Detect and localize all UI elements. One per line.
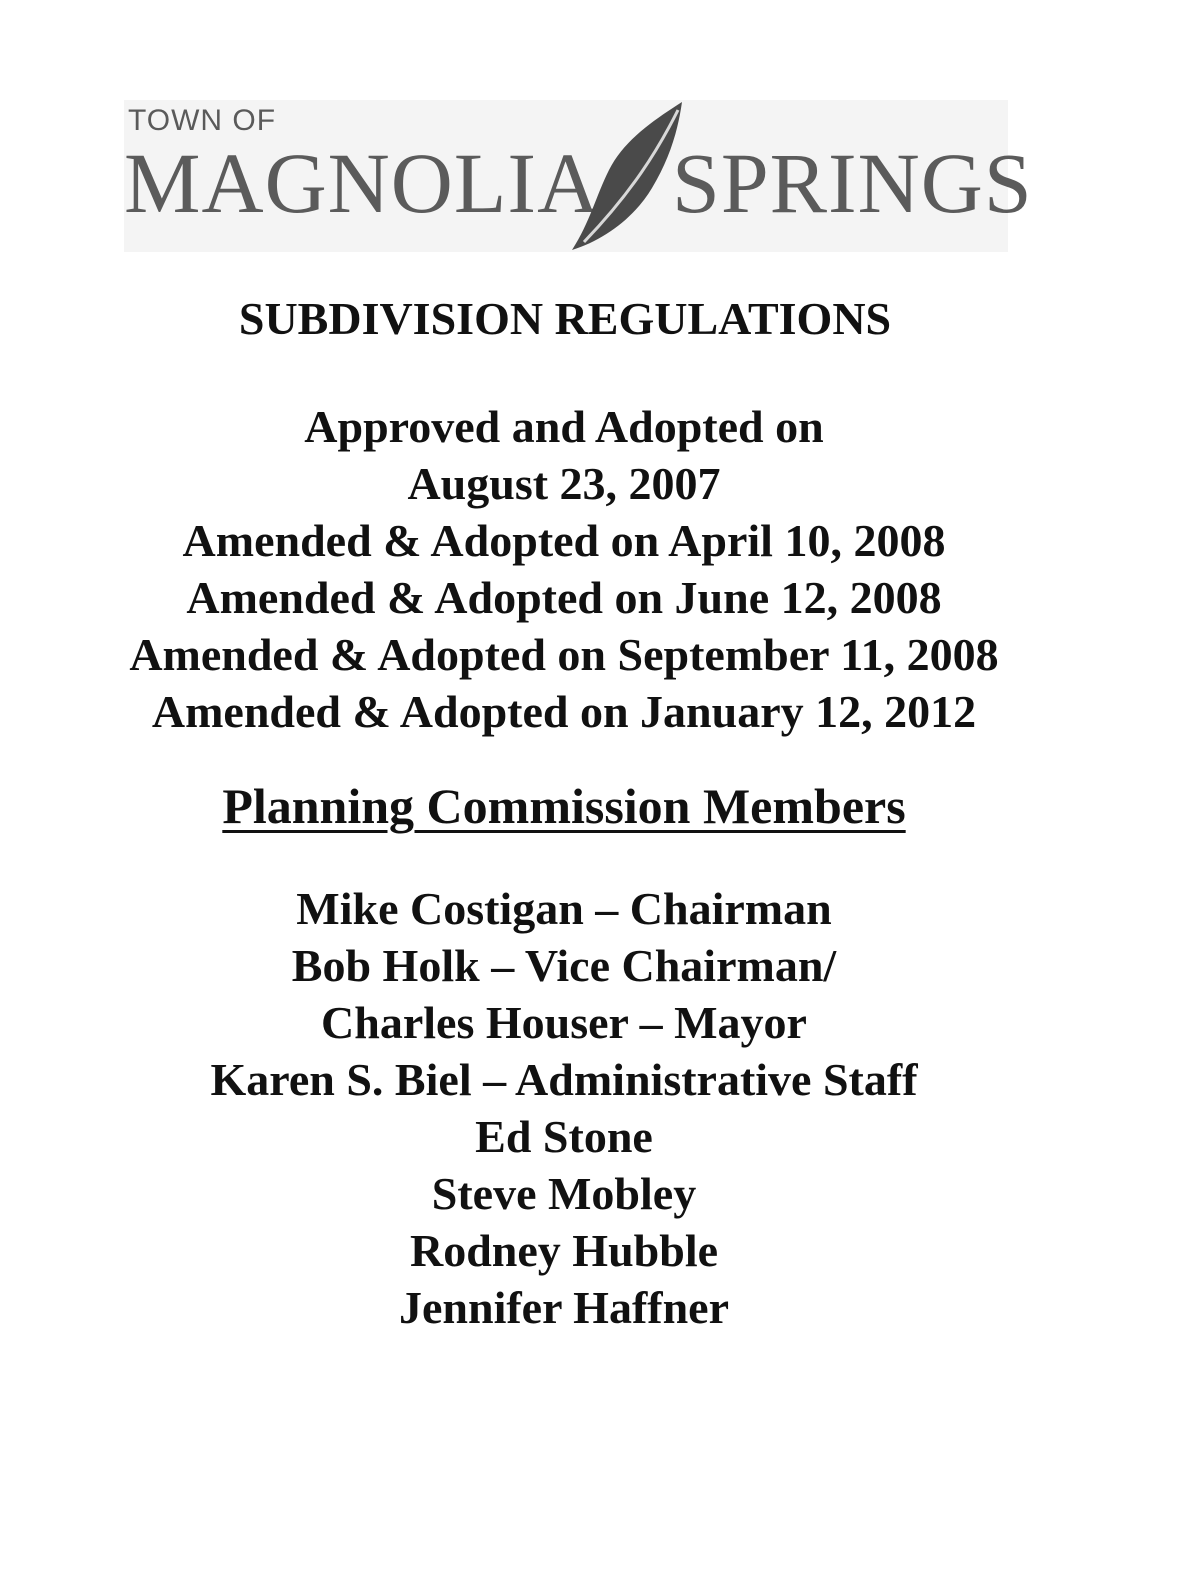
adoption-line: Amended & Adopted on April 10, 2008	[182, 515, 946, 566]
adoption-dates	[0, 398, 1128, 740]
logo-springs-text: SPRINGS	[672, 135, 1033, 231]
town-logo	[124, 100, 1033, 252]
member-item: Mike Costigan – Chairman	[296, 883, 832, 934]
logo-magnolia-text: MAGNOLIA	[124, 135, 601, 231]
adoption-line: Amended & Adopted on June 12, 2008	[186, 572, 942, 623]
document-title: SUBDIVISION REGULATIONS	[238, 293, 892, 344]
member-item: Karen S. Biel – Administrative Staff	[210, 1054, 918, 1105]
member-item: Bob Holk – Vice Chairman/	[291, 940, 837, 991]
member-item: Ed Stone	[475, 1111, 653, 1162]
adoption-line: Approved and Adopted on	[304, 401, 824, 452]
member-item: Jennifer Haffner	[398, 1282, 730, 1333]
adoption-line: August 23, 2007	[407, 458, 721, 509]
adoption-line: Amended & Adopted on September 11, 2008	[129, 629, 999, 680]
members-list	[0, 880, 1128, 1336]
logo-town-of-text: TOWN OF	[128, 104, 277, 137]
member-item: Rodney Hubble	[409, 1225, 719, 1276]
member-item: Charles Houser – Mayor	[321, 997, 807, 1048]
adoption-line: Amended & Adopted on January 12, 2012	[151, 686, 977, 737]
member-item: Steve Mobley	[431, 1168, 697, 1219]
members-heading: Planning Commission Members	[222, 778, 906, 834]
